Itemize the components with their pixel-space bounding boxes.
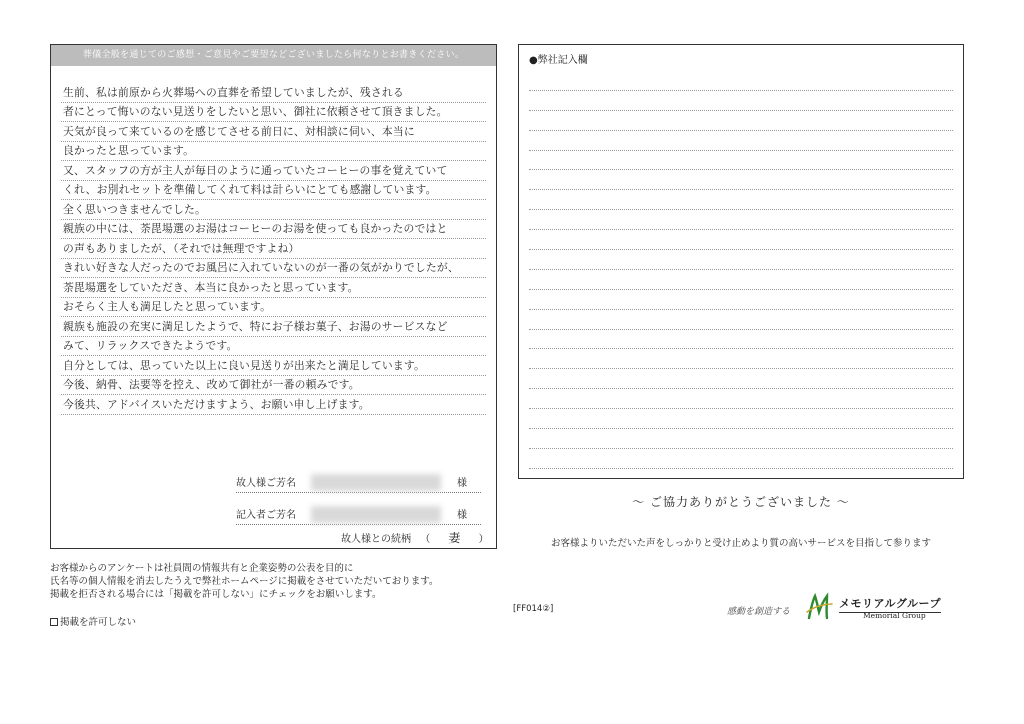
thanks-message: ～ ご協力ありがとうございました ～	[632, 495, 850, 509]
privacy-notes	[50, 562, 439, 601]
redacted-name	[311, 506, 441, 523]
comment-line: 全く思いつきませんでした。	[61, 200, 486, 220]
form-code: [FF014②]	[513, 604, 554, 614]
staff-line	[529, 151, 953, 171]
comment-lines	[61, 83, 486, 415]
comment-line: 天気が良って来ているのを感じてさせる前日に、対相談に伺い、本当に	[61, 122, 486, 142]
comment-panel-header: 葬儀全般を通じてのご感想・ご意見やご要望などございましたら何なりとお書きください。	[51, 45, 496, 66]
brand-name-en: Memorial Group	[863, 611, 926, 620]
staff-line	[529, 369, 953, 389]
opt-out-label: 掲載を許可しない	[60, 617, 137, 628]
memorial-logo-icon	[805, 592, 833, 622]
company-footer	[727, 592, 967, 622]
staff-panel	[518, 44, 964, 479]
comment-line: 荼毘場選をしていただき、本当に良かったと思っています。	[61, 278, 486, 298]
relation-label: 故人様との続柄	[341, 534, 411, 545]
comment-line: おそらく主人も満足したと思っています。	[61, 298, 486, 318]
staff-lines	[529, 71, 953, 469]
deceased-name-label: 故人様ご芳名	[236, 478, 296, 489]
comment-line: 者にとって悔いのない見送りをしたいと思い、御社に依頼させて頂きました。	[61, 103, 486, 123]
comment-line: 又、スタッフの方が主人が毎日のように通っていたコーヒーの事を覚えていて	[61, 161, 486, 181]
comment-line: 良かったと思っています。	[61, 142, 486, 162]
staff-line	[529, 449, 953, 469]
staff-line	[529, 250, 953, 270]
comment-line: 今後、納骨、法要等を控え、改めて御社が一番の頼みです。	[61, 376, 486, 396]
relation-open-paren: （	[420, 534, 431, 545]
staff-line	[529, 389, 953, 409]
honorific: 様	[457, 510, 467, 521]
staff-line	[529, 210, 953, 230]
comment-line: 親族も施設の充実に満足したようで、特にお子様お菓子、お湯のサービスなど	[61, 317, 486, 337]
comment-panel	[50, 44, 497, 549]
staff-line	[529, 111, 953, 131]
writer-name-field	[236, 505, 481, 525]
relation-close-paren: ）	[478, 534, 489, 545]
staff-line	[529, 71, 953, 91]
staff-line	[529, 310, 953, 330]
opt-out-checkbox[interactable]	[50, 618, 58, 626]
staff-line	[529, 170, 953, 190]
staff-line	[529, 290, 953, 310]
staff-line	[529, 91, 953, 111]
relation-field	[341, 529, 489, 546]
staff-panel-header: ●弊社記入欄	[529, 55, 588, 66]
privacy-note-line: 掲載を拒否される場合には「掲載を許可しない」にチェックをお願いします。	[50, 589, 382, 600]
comment-line: 自分としては、思っていた以上に良い見送りが出来たと満足しています。	[61, 356, 486, 376]
comment-line: 今後共、アドバイスいただけますよう、お願い申し上げます。	[61, 395, 486, 415]
staff-line	[529, 270, 953, 290]
deceased-name-field	[236, 473, 481, 493]
comment-line: くれ、お別れセットを準備してくれて料は計らいにとても感謝しています。	[61, 181, 486, 201]
staff-line	[529, 409, 953, 429]
staff-line	[529, 429, 953, 449]
staff-line	[529, 349, 953, 369]
redacted-name	[311, 474, 441, 491]
staff-line	[529, 190, 953, 210]
staff-line	[529, 131, 953, 151]
privacy-note-line: お客様からのアンケートは社員間の情報共有と企業姿勢の公表を目的に	[50, 563, 354, 574]
staff-line	[529, 330, 953, 350]
comment-line: の声もありましたが、（それでは無理ですよね）	[61, 239, 486, 259]
service-message: お客様よりいただいた声をしっかりと受け止めより質の高いサービスを目指して参ります	[550, 538, 931, 549]
opt-out-option[interactable]	[50, 614, 136, 628]
relation-value: 妻	[448, 531, 461, 545]
comment-line: 親族の中には、荼毘場選のお湯はコーヒーのお湯を使っても良かったのではと	[61, 220, 486, 240]
brand-name: メモリアルグループ	[839, 595, 941, 613]
company-slogan: 感動を創造する	[727, 607, 791, 617]
comment-line: みて、リラックスできたようです。	[61, 337, 486, 357]
comment-line: 生前、私は前原から火葬場への直葬を希望していましたが、残される	[61, 83, 486, 103]
honorific: 様	[457, 478, 467, 489]
writer-name-label: 記入者ご芳名	[236, 510, 296, 521]
comment-line: きれい好きな人だったのでお風呂に入れていないのが一番の気がかりでしたが、	[61, 259, 486, 279]
staff-line	[529, 230, 953, 250]
privacy-note-line: 氏名等の個人情報を消去したうえで弊社ホームページに掲載をさせていただいております。	[50, 576, 439, 587]
